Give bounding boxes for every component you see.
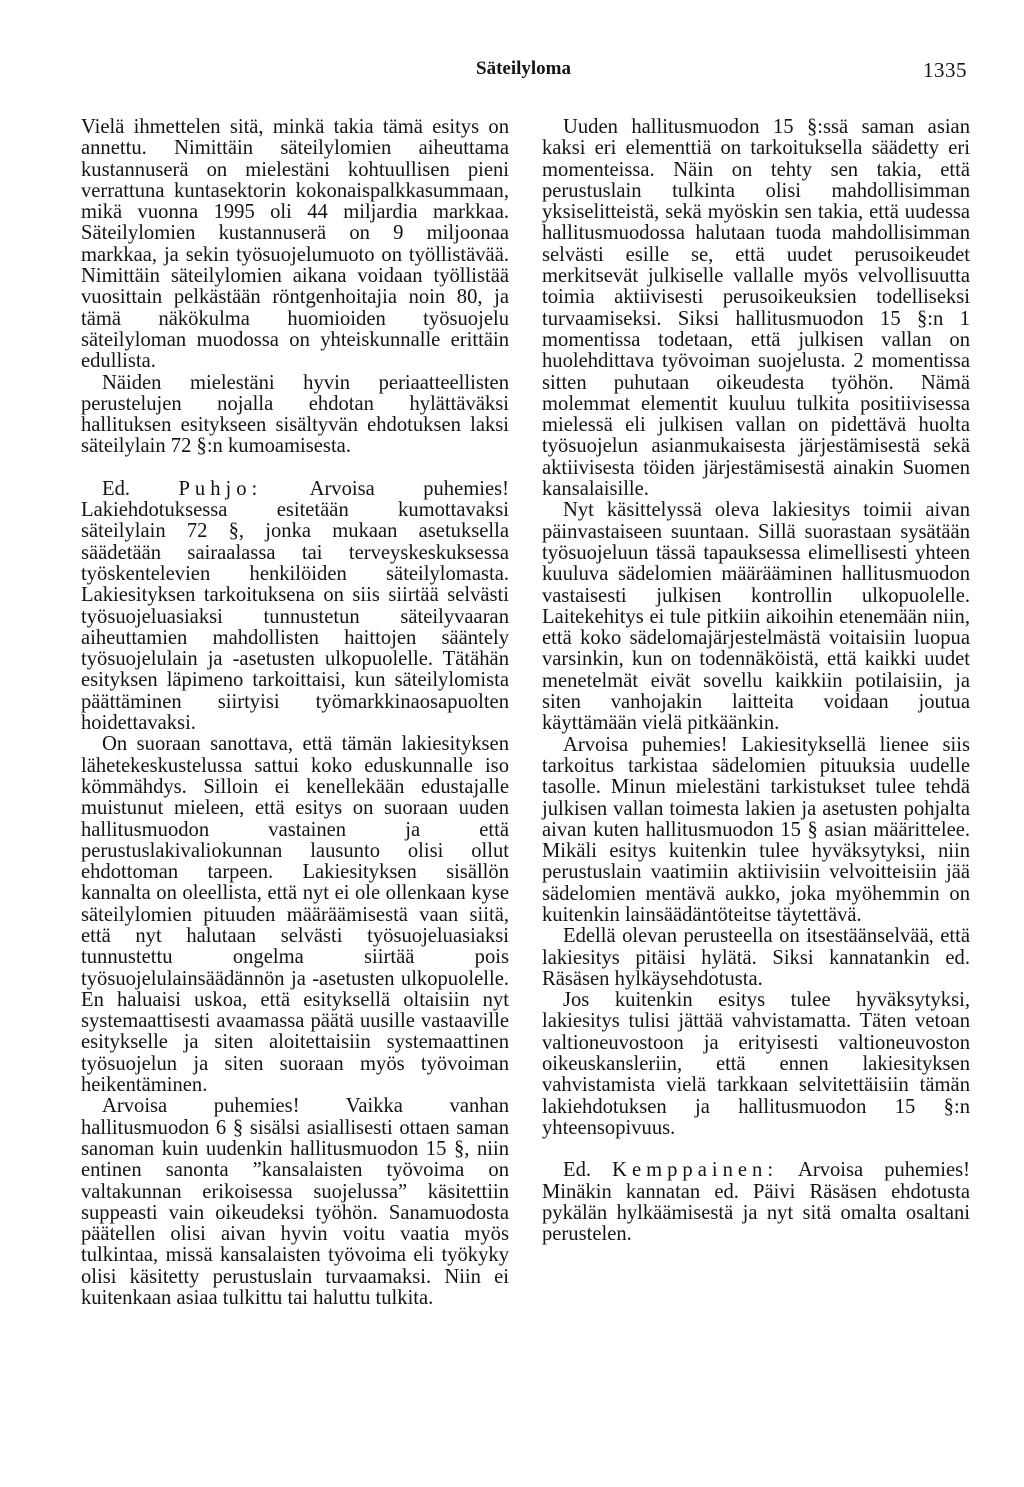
paragraph: Vielä ihmettelen sitä, minkä takia tämä esitys on annettu. Nimittäin säteilylomien aiheuttama kustannuserä on mielestäni kohtuullisen pieni verrattuna kuntasektorin kokonaispalkkasummaan, mikä vuonna 1995 oli 44 miljardia markkaa. Säteilylomien kustannuserä on 9 miljoonaa markkaa, ja sekin työsuojelumuoto on työllistävää. Nimittäin säteilylomien aikana voidaan työllistää vuosittain pelkästään röntgenhoitajia noin 80, ja tämä näkökulma huomioiden työsuojelu säteilyloman muodossa on yhteiskunnalle erittäin edullista. (81, 116, 509, 373)
right-column (542, 117, 970, 1245)
paragraph: Uuden hallitusmuodon 15 §:ssä saman asian kaksi eri elementtiä on tarkoituksella säädetty eri momenteissa. Näin on tehty sen takia, että perustuslain tulkinta olisi mahdollisimman yksiselitteistä, sekä myöskin sen takia, että uudessa hallitusmuodossa halutaan tuoda mahdollisimman selvästi esille se, että uudet perusoikeudet merkitsevät julkiselle vallalle myös velvollisuutta toimia aktiivisesti perusoikeuksien todelliseksi turvaamiseksi. Siksi hallitusmuodon 15 §:n 1 momentissa todetaan, että julkisen vallan on huolehdittava työvoiman suojelusta. 2 momentissa sitten puhutaan oikeudesta työhön. Nämä molemmat elementit kuuluu tulkita positiivisessa mielessä eli julkisen vallan on pidettävä huolta työsuojelun asianmukaisesta järjestämisestä sekä aktiivisesta töiden järjestämisestä ainakin Suomen kansalaisille. (542, 116, 970, 501)
page-number: 1335 (923, 58, 967, 82)
paragraph: Jos kuitenkin esitys tulee hyväksytyksi, lakiesitys tulisi jättää vahvistamatta. Täten vetoan valtioneuvostoon ja erityisesti valtioneuvoston oikeuskansleriin, että ennen lakiesityksen vahvistamista vielä tarkkaan selvitettäisiin tämän lakiehdotuksen ja hallitusmuodon 15 §:n yhteensopivuus. (542, 989, 970, 1139)
speaker-prefix: Ed. (102, 477, 131, 500)
speaker-prefix: Ed. (563, 1159, 592, 1182)
speaker-name: Kemppainen: (612, 1159, 779, 1182)
speech-paragraph (542, 1160, 970, 1245)
speech-text: Arvoisa puhemies! Lakiehdotuksessa esitetään kumottavaksi säteilylain 72 §, jonka mukaan asetuksella säädetään sairaalassa tai terveyskeskuksessa työskentelevien henkilöiden säteilylomasta. Lakiesityksen tarkoituksena on siis siirtää selvästi työsuojeluasiaksi tunnustetun säteilyvaaran aiheuttamien mahdollisten haittojen sääntely työsuojelulain ja -asetusten ulkopuolelle. Tätähän esityksen läpimeno tarkoittaisi, kun säteilylomista päättäminen siirtyisi työmarkkinaosapuolten hoidettavaksi. (81, 477, 509, 735)
left-column (81, 117, 509, 1309)
paragraph: Näiden mielestäni hyvin periaatteellisten perustelujen nojalla ehdotan hylättäväksi hallituksen esitykseen sisältyvän ehdotuksen laksi säteilylain 72 §:n kumoamisesta. (81, 371, 509, 458)
speech-text: Arvoisa puhemies! Minäkin kannatan ed. Päivi Räsäsen ehdotusta pykälän hylkäämisestä ja nyt sitä omalta osaltani perustelen. (542, 1159, 971, 1246)
page-header (80, 58, 967, 86)
paragraph: Nyt käsittelyssä oleva lakiesitys toimii aivan päinvastaiseen suuntaan. Sillä suorastaan sysätään työsuojeluun tässä tapauksessa elimellisesti yhteen kuuluva sädelomien määrääminen hallitusmuodon vastaisesti julkisen kontrollin ulkopuolelle. Laitekehitys ei tule pitkiin aikoihin etenemään niin, että koko sädelomajärjestelmästä voitaisiin luopua varsinkin, kun on todennäköistä, että kaikki uudet menetelmät eivät sovellu kaikkiin potilaisiin, ja siten vanhojakin laitteita voidaan joutua käyttämään vielä pitkäänkin. (542, 499, 970, 735)
paragraph: Arvoisa puhemies! Vaikka vanhan hallitusmuodon 6 § sisälsi asiallisesti ottaen saman sanoman kuin uudenkin hallitusmuodon 15 §, niin entinen sanonta ”kansalaisten työvoima on valtakunnan erikoisessa suojelussa” käsitettiin suppeasti vain oikeudeksi työhön. Sanamuodosta päätellen olisi aivan hyvin voitu vaatia myös tulkintaa, missä kansalaisten työvoima eli työkyky olisi käsitetty perustuslain turvaamaksi. Niin ei kuitenkaan asiaa tulkittu tai haluttu tulkita. (81, 1095, 509, 1310)
speaker-name: Puhjo: (178, 477, 263, 500)
paragraph: On suoraan sanottava, että tämän lakiesityksen lähetekeskustelussa sattui koko eduskunnalle iso kömmähdys. Silloin ei kenellekään edustajalle muistunut mieleen, että esitys on suoraan uuden hallitusmuodon vastainen ja että perustuslakivaliokunnan lausunto olisi ollut ehdottoman tarpeen. Lakiesityksen sisällön kannalta on oleellista, että nyt ei ole ollenkaan kyse säteilylomien pituuden määräämisestä vaan siitä, että nyt halutaan selvästi työsuojeluasiaksi tunnustettu ongelma siirtää pois työsuojelulainsäädännön ja -asetusten ulkopuolelle. En haluaisi uskoa, että esityksellä oltaisiin nyt systemaattisesti avaamassa päätä uusille vastaaville esitykselle ja siten aloitettaisiin systemaattinen työsuojelun ja siten suoraan myös työvoiman heikentäminen. (81, 733, 509, 1097)
running-title: Säteilyloma (476, 58, 571, 79)
speech-paragraph (81, 479, 509, 735)
paragraph: Arvoisa puhemies! Lakiesityksellä lienee siis tarkoitus tarkistaa sädelomien pituuksia uudelle tasolle. Minun mielestäni tarkistukset tulee tehdä julkisen vallan toimesta lakien ja asetusten pohjalta aivan kuten hallitusmuodon 15 § asian määrittelee. Mikäli esitys kuitenkin tulee hyväksytyksi, niin perustuslain vaatimiin aktiivisiin velvoitteisiin jää sädelomien mentävä aukko, joka myöhemmin on kuitenkin lainsäädäntöteitse täytettävä. (542, 733, 970, 926)
paragraph: Edellä olevan perusteella on itsestäänselvää, että lakiesitys pitäisi hylätä. Siksi kannatankin ed. Räsäsen hylkäysehdotusta. (542, 925, 970, 990)
